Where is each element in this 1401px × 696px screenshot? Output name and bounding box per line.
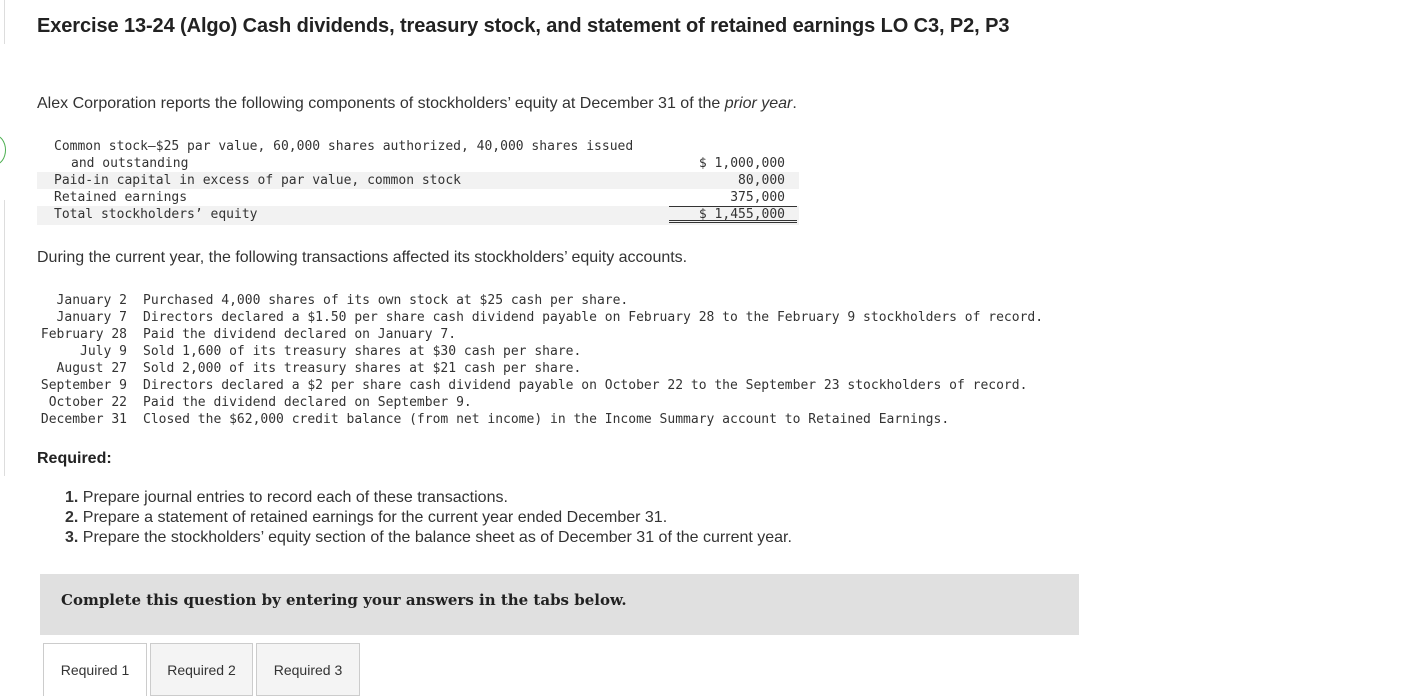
tab-required-3[interactable]: Required 3 [256, 643, 360, 696]
transaction-row [37, 411, 950, 428]
transaction-text: Paid the dividend declared on September 9. [143, 395, 472, 410]
requirement-text: Prepare a statement of retained earnings for the current year ended December 31. [82, 509, 668, 526]
intro-text [37, 95, 797, 113]
tab-required-2[interactable]: Required 2 [150, 643, 253, 696]
requirement-text: Prepare journal entries to record each of these transactions. [82, 489, 508, 506]
transaction-text: Sold 2,000 of its treasury shares at $21 cash per share. [143, 361, 582, 376]
requirement-item [65, 508, 792, 528]
requirement-number: 3. [65, 529, 79, 546]
transaction-row [37, 377, 1028, 394]
requirement-text: Prepare the stockholders’ equity section of the balance sheet as of December 31 of the current year. [82, 529, 792, 546]
transaction-date: August 27 [56, 361, 127, 376]
instruction-banner [40, 574, 1079, 635]
transaction-row [37, 360, 582, 377]
requirement-number: 2. [65, 509, 79, 526]
paid-in-capital-label: Paid-in capital in excess of par value, common stock [54, 173, 461, 188]
transaction-text: Closed the $62,000 credit balance (from net income) in the Income Summary account to Retained Earnings. [143, 412, 950, 427]
transaction-date: July 9 [80, 344, 127, 359]
requirements-list [65, 488, 792, 548]
transaction-date: January 7 [56, 310, 127, 325]
intro-text-end: . [792, 95, 797, 112]
left-panel-border [4, 0, 5, 44]
transaction-text: Purchased 4,000 shares of its own stock at $25 cash per share. [143, 293, 629, 308]
transaction-date: December 31 [40, 412, 127, 427]
equity-table [37, 138, 799, 225]
transaction-text: Sold 1,600 of its treasury shares at $30 cash per share. [143, 344, 582, 359]
transaction-row [37, 394, 472, 411]
common-stock-label-cont: and outstanding [71, 156, 189, 171]
retained-earnings-label: Retained earnings [54, 190, 188, 205]
requirement-item [65, 528, 792, 548]
total-equity-label: Total stockholders’ equity [54, 207, 258, 222]
intro-text-emphasis: prior year [724, 95, 793, 112]
transaction-text: Paid the dividend declared on January 7. [143, 327, 457, 342]
equity-row-common-stock-line2 [37, 155, 799, 172]
left-panel-border [4, 200, 5, 476]
intro-text-main: Alex Corporation reports the following components of stockholders’ equity at December 31 of the [37, 95, 725, 112]
requirement-number: 1. [65, 489, 79, 506]
transaction-date: January 2 [56, 293, 127, 308]
transaction-date: October 22 [48, 395, 127, 410]
side-status-indicator[interactable] [0, 135, 6, 165]
paid-in-capital-amount: 80,000 [738, 173, 785, 188]
instruction-banner-text: Complete this question by entering your answers in the tabs below. [61, 591, 627, 609]
transactions-list [37, 292, 1044, 428]
tab-required-1[interactable]: Required 1 [43, 643, 147, 696]
transaction-date: September 9 [40, 378, 127, 393]
transactions-intro: During the current year, the following transactions affected its stockholders’ equity accounts. [37, 249, 688, 266]
transaction-row [37, 343, 582, 360]
common-stock-label: Common stock—$25 par value, 60,000 shares authorized, 40,000 shares issued [54, 139, 634, 154]
retained-earnings-amount: 375,000 [730, 190, 785, 205]
transaction-row [37, 326, 457, 343]
equity-row-retained-earnings [37, 189, 799, 206]
transaction-text: Directors declared a $2 per share cash dividend payable on October 22 to the September 23 stockholders of record. [143, 378, 1028, 393]
transaction-row [37, 292, 629, 309]
equity-row-common-stock-line1 [37, 138, 799, 155]
transaction-row [37, 309, 1044, 326]
transaction-date: February 28 [40, 327, 127, 342]
required-heading: Required: [37, 450, 112, 467]
equity-row-paid-in-capital [37, 172, 799, 189]
transaction-text: Directors declared a $1.50 per share cash dividend payable on February 28 to the February 9 stockholders of record. [143, 310, 1044, 325]
total-equity-amount: $ 1,455,000 [698, 207, 785, 222]
equity-row-total [37, 206, 799, 225]
requirement-item [65, 488, 792, 508]
common-stock-amount: $ 1,000,000 [698, 156, 785, 171]
exercise-title: Exercise 13-24 (Algo) Cash dividends, treasury stock, and statement of retained earnings LO C3, P2, P3 [37, 15, 1010, 37]
